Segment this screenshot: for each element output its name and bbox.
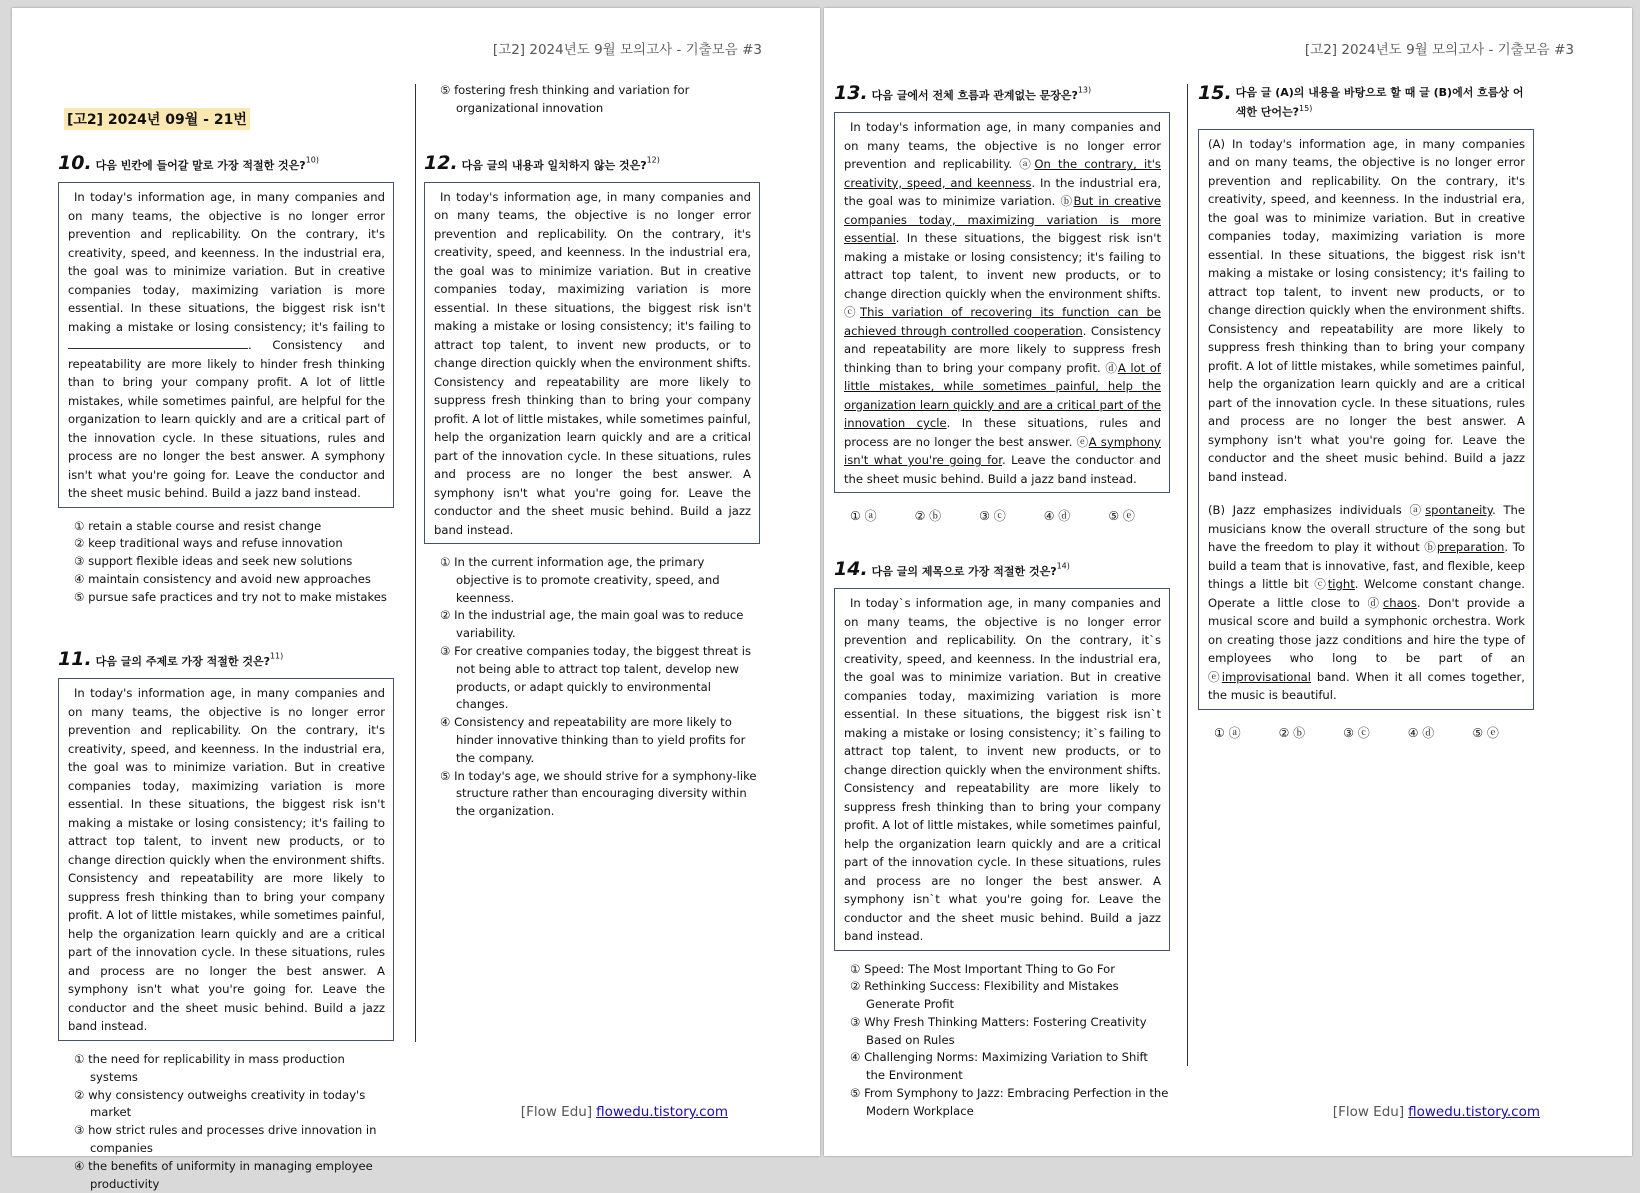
underlined-sentence-d: A lot of little mistakes, while sometimes painful, help the organization learn quickly and are a critical part of the innovation cycle <box>844 360 1161 430</box>
passage-text: . Welcome constant change. Operate a little close to <box>1208 577 1525 610</box>
right-column-2 <box>1198 82 1534 741</box>
passage-text: . Consistency and repeatability are more likely to hinder fresh thinking than to bring your company profit. A lot of little mistakes, while sometimes painful, are helpful for the organization to learn quickly and are a critical part of the innovation cycle. In these situations, rules and process are no longer the best answer. A symphony isn't what you're going for. Leave the conductor and the sheet music behind. Build a jazz band instead. <box>68 338 385 500</box>
passage-a-label: (A) <box>1208 136 1225 151</box>
footer-link[interactable]: flowedu.tistory.com <box>596 1104 728 1120</box>
passage-text: In today's information age, in many companies and on many teams, the objective is no longer error prevention and replicability. On the contrary, it's creativity, speed, and keenness. In the industrial era, the goal was to minimize variation. But in creative companies today, maximizing variation is more essential. In these situations, the biggest risk isn't making a mistake or losing consistency; it's failing to <box>68 190 385 334</box>
footer-link[interactable]: flowedu.tistory.com <box>1408 1104 1540 1120</box>
question-number: 14. <box>834 558 868 580</box>
question-14-options <box>834 961 1170 1121</box>
marker-e: ⓔ <box>1208 669 1222 684</box>
option[interactable]: ④ ⓓ <box>1407 725 1435 740</box>
option[interactable]: ④ Challenging Norms: Maximizing Variation to Shift the Environment <box>850 1050 1148 1083</box>
question-title: 다음 글의 내용과 일치하지 않는 것은? <box>461 158 647 172</box>
question-number: 10. <box>58 152 92 174</box>
right-column-1 <box>834 82 1170 1121</box>
question-number: 11. <box>58 648 92 671</box>
passage-text: In today`s information age, in many companies and on many teams, the objective is no longer error prevention and replicability. On the contrary, it`s creativity, speed, and keenness. In the industrial era, the goal was to minimize variation. But in creative companies today, maximizing variation is more essential. In these situations, the biggest risk isn`t making a mistake or losing consistency; it`s failing to attract top talent, to invent new products, or to change direction quickly when the environment shifts. Consistency and repeatability are more likely to suppress fresh thinking than to bring your company profit. A lot of little mistakes, while sometimes painful, help the organization learn quickly and are a critical part of the innovation cycle. In these situations, rules and process are no longer the best answer. A symphony isn`t what you're going for. Leave the conductor and the sheet music behind. Build a jazz band instead. <box>844 596 1161 943</box>
passage-text: . In these situations, the biggest risk isn't making a mistake or losing consistency; it's failing to attract top talent, to invent new products, or to change direction quickly when the environment shifts. <box>844 231 1161 301</box>
passage-text: band. When it all comes together, the music is beautiful. <box>1208 669 1525 703</box>
question-14-passage <box>834 588 1170 951</box>
option[interactable]: ③ Why Fresh Thinking Matters: Fostering Creativity Based on Rules <box>850 1014 1147 1047</box>
footer-brand: [Flow Edu] <box>1332 1104 1405 1120</box>
question-title: 다음 글의 제목으로 가장 적절한 것은? <box>871 565 1057 578</box>
option[interactable]: ② Rethinking Success: Flexibility and Mistakes Generate Profit <box>850 979 1119 1012</box>
passage-text: . Don't provide a musical score and build a symphonic orchestra. Work on creating those jazz conditions and hire the type of employees who long to be part of an <box>1208 595 1525 666</box>
page-footer <box>1333 1104 1540 1120</box>
footnote-ref: 15) <box>1299 104 1313 113</box>
question-13-heading <box>834 82 1170 104</box>
option[interactable]: ④ the benefits of uniformity in managing employee productivity <box>74 1158 373 1191</box>
left-page <box>12 8 820 1191</box>
page-footer <box>521 1104 728 1120</box>
passage-text: In today's information age, in many companies and on many teams, the objective is no longer error prevention and replicability. <box>844 120 1161 171</box>
option[interactable]: ⑤ pursue safe practices and try not to make mistakes <box>74 589 387 604</box>
option[interactable]: ③ support flexible ideas and seek new solutions <box>74 554 353 569</box>
question-15-heading <box>1198 82 1534 121</box>
marker-c: ⓒ <box>844 305 860 319</box>
marker-e: ⓔ <box>1076 434 1089 449</box>
option[interactable]: ① ⓐ <box>850 509 877 523</box>
underlined-sentence-a: On the contrary, it's creativity, speed, and keenness <box>844 157 1161 190</box>
underlined-word-a: spontaneity <box>1425 503 1493 518</box>
question-13-options <box>850 507 1170 524</box>
passage-text: In today's information age, in many companies and on many teams, the objective is no longer error prevention and replicability. On the contrary, it's creativity, speed, and keenness. In the industrial era, the goal was to minimize variation. But in creative companies today, maximizing variation is more essential. In these situations, the biggest risk isn't making a mistake or losing consistency; it's failing to attract top talent, to invent new products, or to change direction quickly when the environment shifts. Consistency and repeatability are more likely to suppress fresh thinking than to bring your company profit. A lot of little mistakes, while sometimes painful, help the organization learn quickly and are a critical part of the innovation cycle. In these situations, rules and process are no longer the best answer. A symphony isn't what you're going for. Leave the conductor and the sheet music behind. Build a jazz band instead. <box>1208 136 1525 484</box>
footer-brand: [Flow Edu] <box>520 1104 593 1120</box>
underlined-sentence-b: But in creative companies today, maximizing variation is more essential <box>844 194 1161 245</box>
question-title: 다음 글의 주제로 가장 적절한 것은? <box>95 655 270 669</box>
marker-a: ⓐ <box>1409 503 1426 518</box>
option[interactable]: ④ maintain consistency and avoid new approaches <box>74 571 371 586</box>
passage-text: . In the industrial era, the goal was to minimize variation. <box>844 175 1162 208</box>
passage-text: (B) Jazz emphasizes individuals <box>1208 503 1410 518</box>
option[interactable]: ③ ⓒ <box>979 509 1006 523</box>
footnote-ref: 12) <box>646 155 660 165</box>
option[interactable]: ④ ⓓ <box>1043 509 1071 523</box>
answer-blank <box>68 338 248 349</box>
option[interactable]: ② keep traditional ways and refuse innovation <box>74 536 343 551</box>
question-10-passage <box>58 182 394 508</box>
option[interactable]: ⑤ ⓔ <box>1108 509 1135 523</box>
question-12-options <box>424 554 760 821</box>
question-14-heading <box>834 558 1170 580</box>
passage-text: . Consistency and repeatability are more likely to suppress fresh thinking than to bring your company profit. <box>844 323 1161 375</box>
question-15-options <box>1214 724 1534 741</box>
underlined-sentence-e: A symphony isn't what you're going for <box>844 434 1161 467</box>
passage-text: In today's information age, in many companies and on many teams, the objective is no longer error prevention and replicability. On the contrary, it's creativity, speed, and keenness. In the industrial era, the goal was to minimize variation. But in creative companies today, maximizing variation is more essential. In these situations, the biggest risk isn't making a mistake or losing consistency; it's failing to attract top talent, to invent new products, or to change direction quickly when the environment shifts. Consistency and repeatability are more likely to suppress fresh thinking than to bring your company profit. A lot of little mistakes, while sometimes painful, help the organization learn quickly and are a critical part of the innovation cycle. In these situations, rules and process are no longer the best answer. A symphony isn't what you're going for. Leave the conductor and the sheet music behind. Build a jazz band instead. <box>434 189 751 537</box>
option[interactable]: ④ Consistency and repeatability are more likely to hinder innovative thinking than to yield profits for the company. <box>440 715 746 765</box>
question-11-passage <box>58 678 394 1041</box>
option[interactable]: ⑤ From Symphony to Jazz: Embracing Perfection in the Modern Workplace <box>850 1086 1169 1118</box>
option[interactable]: ③ ⓒ <box>1343 725 1370 740</box>
underlined-word-d: chaos <box>1382 595 1417 610</box>
underlined-word-c: tight <box>1327 577 1355 592</box>
page-header: [고2] 2024년도 9월 모의고사 - 기출모음 #3 <box>1304 42 1574 58</box>
question-11-options-continued <box>424 82 760 118</box>
question-number: 15. <box>1198 82 1232 104</box>
question-title: 다음 빈칸에 들어갈 말로 가장 적절한 것은? <box>95 159 306 172</box>
option[interactable]: ② ⓑ <box>1278 725 1306 740</box>
passage-text: . The musicians know the overall structure of the song but have the freedom to play it without <box>1208 503 1525 555</box>
option[interactable]: ① ⓐ <box>1214 725 1241 740</box>
underlined-sentence-c: This variation of recovering its function can be achieved through controlled cooperation <box>844 305 1161 338</box>
option[interactable]: ③ how strict rules and processes drive innovation in companies <box>74 1123 377 1155</box>
footnote-ref: 10) <box>305 155 319 165</box>
left-column-2 <box>424 82 760 821</box>
question-13-passage <box>834 112 1170 493</box>
page-header: [고2] 2024년도 9월 모의고사 - 기출모음 #3 <box>492 42 762 58</box>
option[interactable]: ② In the industrial age, the main goal was to reduce variability. <box>440 608 744 641</box>
section-tag: [고2] 2024년 09월 - 21번 <box>64 108 250 130</box>
passage-text: . Leave the conductor and the sheet music behind. Build a jazz band instead. <box>844 453 1161 486</box>
option[interactable]: ② why consistency outweighs creativity in today's market <box>74 1087 366 1120</box>
question-title <box>1236 82 1534 121</box>
marker-c: ⓒ <box>1314 577 1328 592</box>
question-title-text: 다음 글 (A)의 내용을 바탕으로 할 때 글 (B)에서 흐름상 어색한 단어는? <box>1235 86 1524 119</box>
left-column-1 <box>58 90 394 1193</box>
question-15-passage <box>1198 129 1534 710</box>
question-12-passage <box>424 182 760 545</box>
option[interactable]: ① the need for replicability in mass production systems <box>74 1051 345 1084</box>
question-number: 12. <box>424 151 458 174</box>
passage-text: . In these situations, rules and process are no longer the best answer. <box>844 416 1161 449</box>
option[interactable]: ⑤ In today's age, we should strive for a symphony-like structure rather than encouraging diversity within the organization. <box>440 768 757 819</box>
column-divider <box>415 84 416 1042</box>
marker-a: ⓐ <box>1019 157 1035 171</box>
marker-b: ⓑ <box>1424 540 1437 555</box>
option[interactable]: ① Speed: The Most Important Thing to Go For <box>850 961 1116 976</box>
question-10-heading <box>58 152 394 174</box>
question-number: 13. <box>834 82 868 104</box>
footnote-ref: 14) <box>1056 561 1070 571</box>
option[interactable]: ① In the current information age, the primary objective is to promote creativity, speed, and keenness. <box>440 555 720 605</box>
underlined-word-e: improvisational <box>1221 669 1311 684</box>
option[interactable]: ③ For creative companies today, the biggest threat is not being able to attract top talent, develop new products, or adapt quickly to environmental changes. <box>440 644 751 712</box>
option[interactable]: ① retain a stable course and resist change <box>74 518 322 533</box>
footnote-ref: 13) <box>1077 85 1092 95</box>
option[interactable]: ② ⓑ <box>914 509 942 523</box>
marker-d: ⓓ <box>1105 360 1118 375</box>
question-11-options <box>58 1051 394 1193</box>
passage-text: . To build a team that is innovative, fast, and flexible, keep things a little bit <box>1208 540 1525 592</box>
underlined-word-b: preparation <box>1436 540 1505 555</box>
option[interactable]: ⑤ ⓔ <box>1472 725 1499 740</box>
marker-b: ⓑ <box>1060 194 1074 208</box>
footnote-ref: 11) <box>269 652 284 662</box>
question-11-heading <box>58 648 394 670</box>
column-divider <box>1187 84 1188 1066</box>
question-10-options <box>58 518 394 607</box>
question-12-heading <box>424 152 760 174</box>
marker-d: ⓓ <box>1367 595 1383 610</box>
right-page <box>824 8 1632 1156</box>
option[interactable]: ⑤ fostering fresh thinking and variation for organizational innovation <box>440 83 690 115</box>
passage-text: In today's information age, in many companies and on many teams, the objective is no longer error prevention and replicability. On the contrary, it's creativity, speed, and keenness. In the industrial era, the goal was to minimize variation. But in creative companies today, maximizing variation is more essential. In these situations, the biggest risk isn't making a mistake or losing consistency; it's failing to attract top talent, to invent new products, or to change direction quickly when the environment shifts. Consistency and repeatability are more likely to suppress fresh thinking than to bring your company profit. A lot of little mistakes, while sometimes painful, help the organization learn quickly and are a critical part of the innovation cycle. In these situations, rules and process are no longer the best answer. A symphony isn't what you're going for. Leave the conductor and the sheet music behind. Build a jazz band instead. <box>68 686 385 1034</box>
question-title: 다음 글에서 전체 흐름과 관계없는 문장은? <box>871 89 1078 102</box>
